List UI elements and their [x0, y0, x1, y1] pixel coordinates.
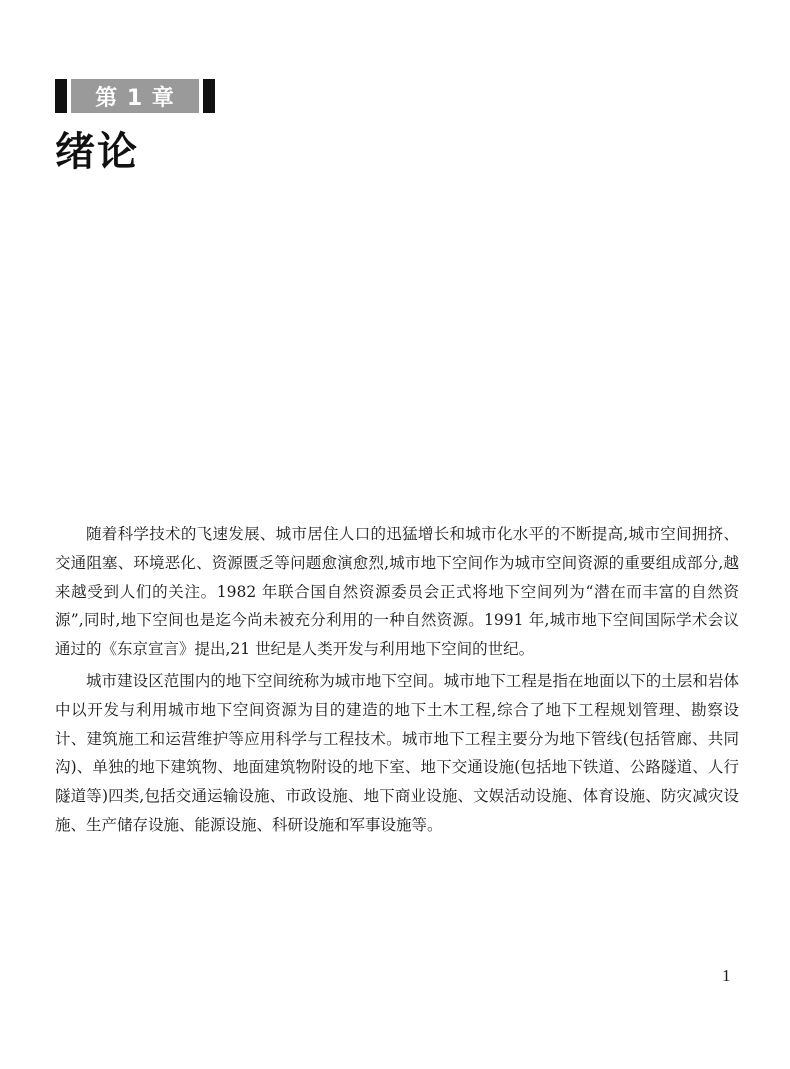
badge-right-bar: [203, 79, 215, 113]
badge-left-bar: [55, 79, 67, 113]
badge-body: [71, 79, 199, 113]
page-number: 1: [722, 966, 731, 985]
chapter-badge: [55, 79, 215, 113]
paragraph: 城市建设区范围内的地下空间统称为城市地下空间。城市地下工程是指在地面以下的土层和岩体中以开发与利用城市地下空间资源为目的建造的地下土木工程,综合了地下工程规划管理、勘察设计、建筑施工和运营维护等应用科学与工程技术。城市地下工程主要分为地下管线(包括管廊、共同沟)、单独的地下建筑物、地面建筑物附设的地下室、地下交通设施(包括地下铁道、公路隧道、人行隧道等)四类,包括交通运输设施、市政设施、地下商业设施、文娱活动设施、体育设施、防灾减灾设施、生产储存设施、能源设施、科研设施和军事设施等。: [55, 671, 739, 834]
chapter-title: 绪论: [55, 129, 139, 175]
chapter-label: 第 1 章: [95, 85, 175, 111]
body-text: [55, 520, 739, 843]
paragraph: 随着科学技术的飞速发展、城市居住人口的迅猛增长和城市化水平的不断提高,城市空间拥挤、交通阻塞、环境恶化、资源匮乏等问题愈演愈烈,城市地下空间作为城市空间资源的重要组成部分,越来越受到人们的关注。1982 年联合国自然资源委员会正式将地下空间列为“潜在而丰富的自然资源”,同时,地下空间也是迄今尚未被充分利用的一种自然资源。1991 年,城市地下空间国际学术会议通过的《东京宣言》提出,21 世纪是人类开发与利用地下空间的世纪。: [55, 525, 739, 659]
